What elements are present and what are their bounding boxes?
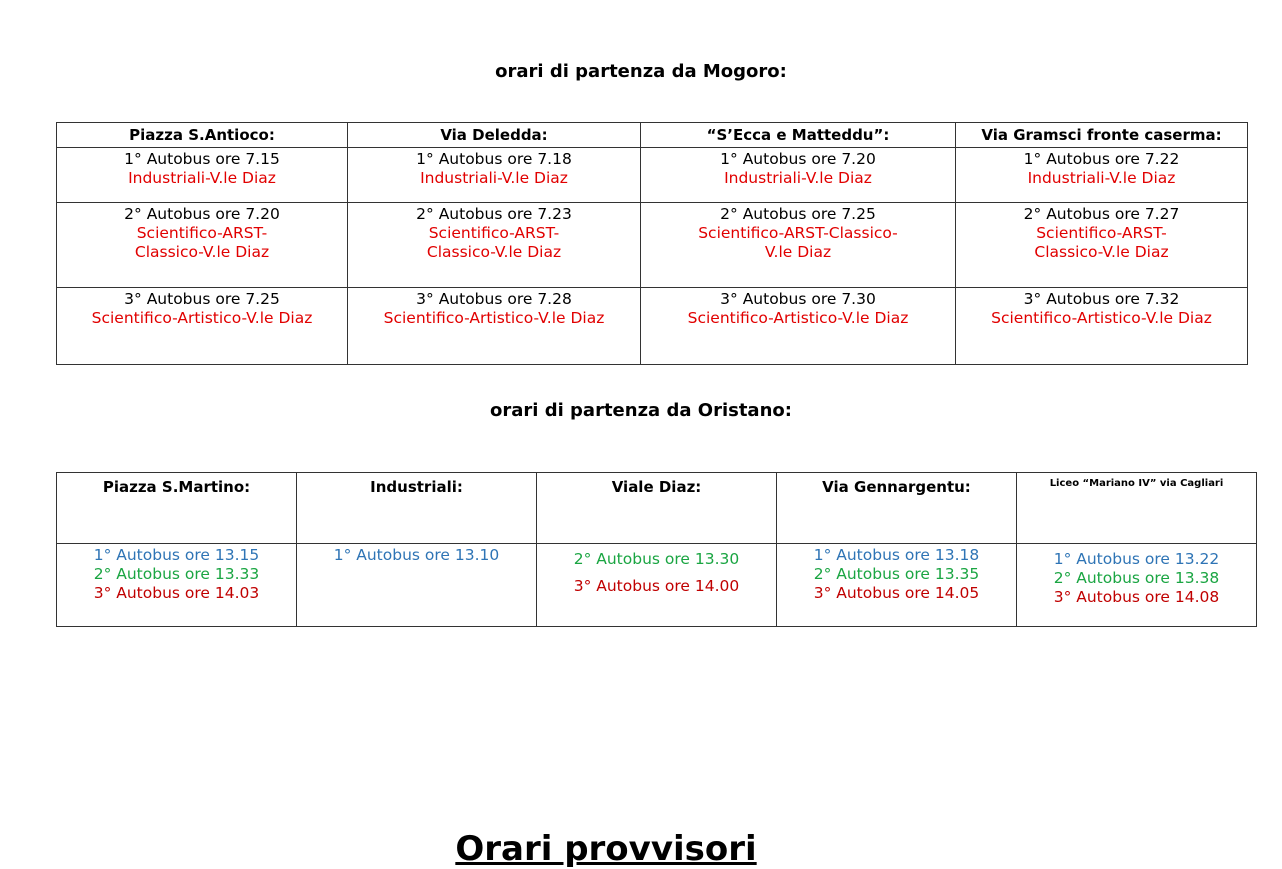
- schedule-cell: [297, 544, 537, 627]
- bus-time: 1° Autobus ore 13.18: [813, 546, 980, 564]
- bus-time: 3° Autobus ore 7.32: [1023, 290, 1180, 308]
- bus-time: 1° Autobus ore 7.20: [720, 150, 876, 168]
- bus-destination: Scientifico-ARST- Classico-V.le Diaz: [426, 224, 562, 261]
- bus-time: 2° Autobus ore 13.30: [573, 550, 740, 568]
- schedule-cell: [641, 288, 956, 365]
- stop-header-piazza-smartino: Piazza S.Martino:: [57, 473, 297, 544]
- schedule-cell: [57, 203, 348, 288]
- bus-destination: Industriali-V.le Diaz: [420, 169, 568, 187]
- bus-time: 1° Autobus ore 7.15: [124, 150, 280, 168]
- bus-destination: Industriali-V.le Diaz: [128, 169, 276, 187]
- bus-destination: Scientifico-ARST-Classico-V.le Diaz: [1034, 224, 1169, 261]
- bus-destination: Scientifico-Artistico-V.le Diaz: [383, 309, 605, 327]
- schedule-cell: [641, 148, 956, 203]
- schedule-cell: [956, 203, 1248, 288]
- provisional-schedule-title: Orari provvisori: [455, 829, 757, 869]
- schedule-cell: [348, 203, 641, 288]
- bus-time: 2° Autobus ore 13.35: [813, 565, 980, 583]
- stop-header-via-gramsci: Via Gramsci fronte caserma:: [956, 123, 1248, 148]
- schedule-cell: [956, 288, 1248, 365]
- bus-time: 2° Autobus ore 7.23: [416, 205, 572, 223]
- stop-header-piazza-santioco: Piazza S.Antioco:: [57, 123, 348, 148]
- bus-destination: Scientifico-ARST-Classico-V.le Diaz: [134, 224, 270, 261]
- stop-header-via-deledda: Via Deledda:: [348, 123, 641, 148]
- bus-time: 2° Autobus ore 7.20: [124, 205, 280, 223]
- bus-time: 1° Autobus ore 7.18: [416, 150, 572, 168]
- bus-time: 2° Autobus ore 7.27: [1023, 205, 1180, 223]
- bus-time: 3° Autobus ore 7.30: [720, 290, 876, 308]
- bus-time: 3° Autobus ore 14.03: [93, 584, 260, 602]
- bus-time: 3° Autobus ore 7.28: [416, 290, 572, 308]
- bus-destination: Scientifico-Artistico-V.le Diaz: [91, 309, 313, 327]
- bus-time: 2° Autobus ore 7.25: [720, 205, 876, 223]
- bus-time: 1° Autobus ore 13.10: [333, 546, 500, 564]
- schedule-cell: [348, 148, 641, 203]
- schedule-cell: [57, 544, 297, 627]
- schedule-cell: [641, 203, 956, 288]
- stop-header-viale-diaz: Viale Diaz:: [537, 473, 777, 544]
- bus-time: 2° Autobus ore 13.38: [1053, 569, 1220, 587]
- bus-time: 3° Autobus ore 14.08: [1053, 588, 1220, 606]
- stop-header-secca-matteddu: “S’Ecca e Matteddu”:: [641, 123, 956, 148]
- bus-time: 3° Autobus ore 7.25: [124, 290, 280, 308]
- schedule-cell: [956, 148, 1248, 203]
- bus-destination: Industriali-V.le Diaz: [724, 169, 872, 187]
- bus-destination: Scientifico-Artistico-V.le Diaz: [687, 309, 909, 327]
- bus-time: 2° Autobus ore 13.33: [93, 565, 260, 583]
- stop-header-via-gennargentu: Via Gennargentu:: [777, 473, 1017, 544]
- bus-time: 1° Autobus ore 13.15: [93, 546, 260, 564]
- mogoro-title: orari di partenza da Mogoro:: [495, 61, 787, 82]
- bus-destination: Industriali-V.le Diaz: [1027, 169, 1176, 187]
- stop-header-liceo-mariano: Liceo “Mariano IV” via Cagliari: [1017, 473, 1257, 544]
- schedule-cell: [777, 544, 1017, 627]
- bus-time: 3° Autobus ore 14.00: [573, 577, 740, 595]
- bus-destination: Scientifico-ARST-Classico-V.le Diaz: [698, 224, 898, 261]
- bus-time: 1° Autobus ore 13.22: [1053, 550, 1220, 568]
- schedule-cell: [537, 544, 777, 627]
- bus-time: 1° Autobus ore 7.22: [1023, 150, 1180, 168]
- oristano-schedule-table: [56, 472, 1257, 627]
- mogoro-schedule-table: [56, 122, 1248, 365]
- bus-destination: Scientifico-Artistico-V.le Diaz: [991, 309, 1212, 327]
- oristano-title: orari di partenza da Oristano:: [490, 400, 792, 421]
- stop-header-industriali: Industriali:: [297, 473, 537, 544]
- bus-time: 3° Autobus ore 14.05: [813, 584, 980, 602]
- schedule-cell: [348, 288, 641, 365]
- schedule-cell: [57, 288, 348, 365]
- schedule-cell: [57, 148, 348, 203]
- schedule-cell: [1017, 544, 1257, 627]
